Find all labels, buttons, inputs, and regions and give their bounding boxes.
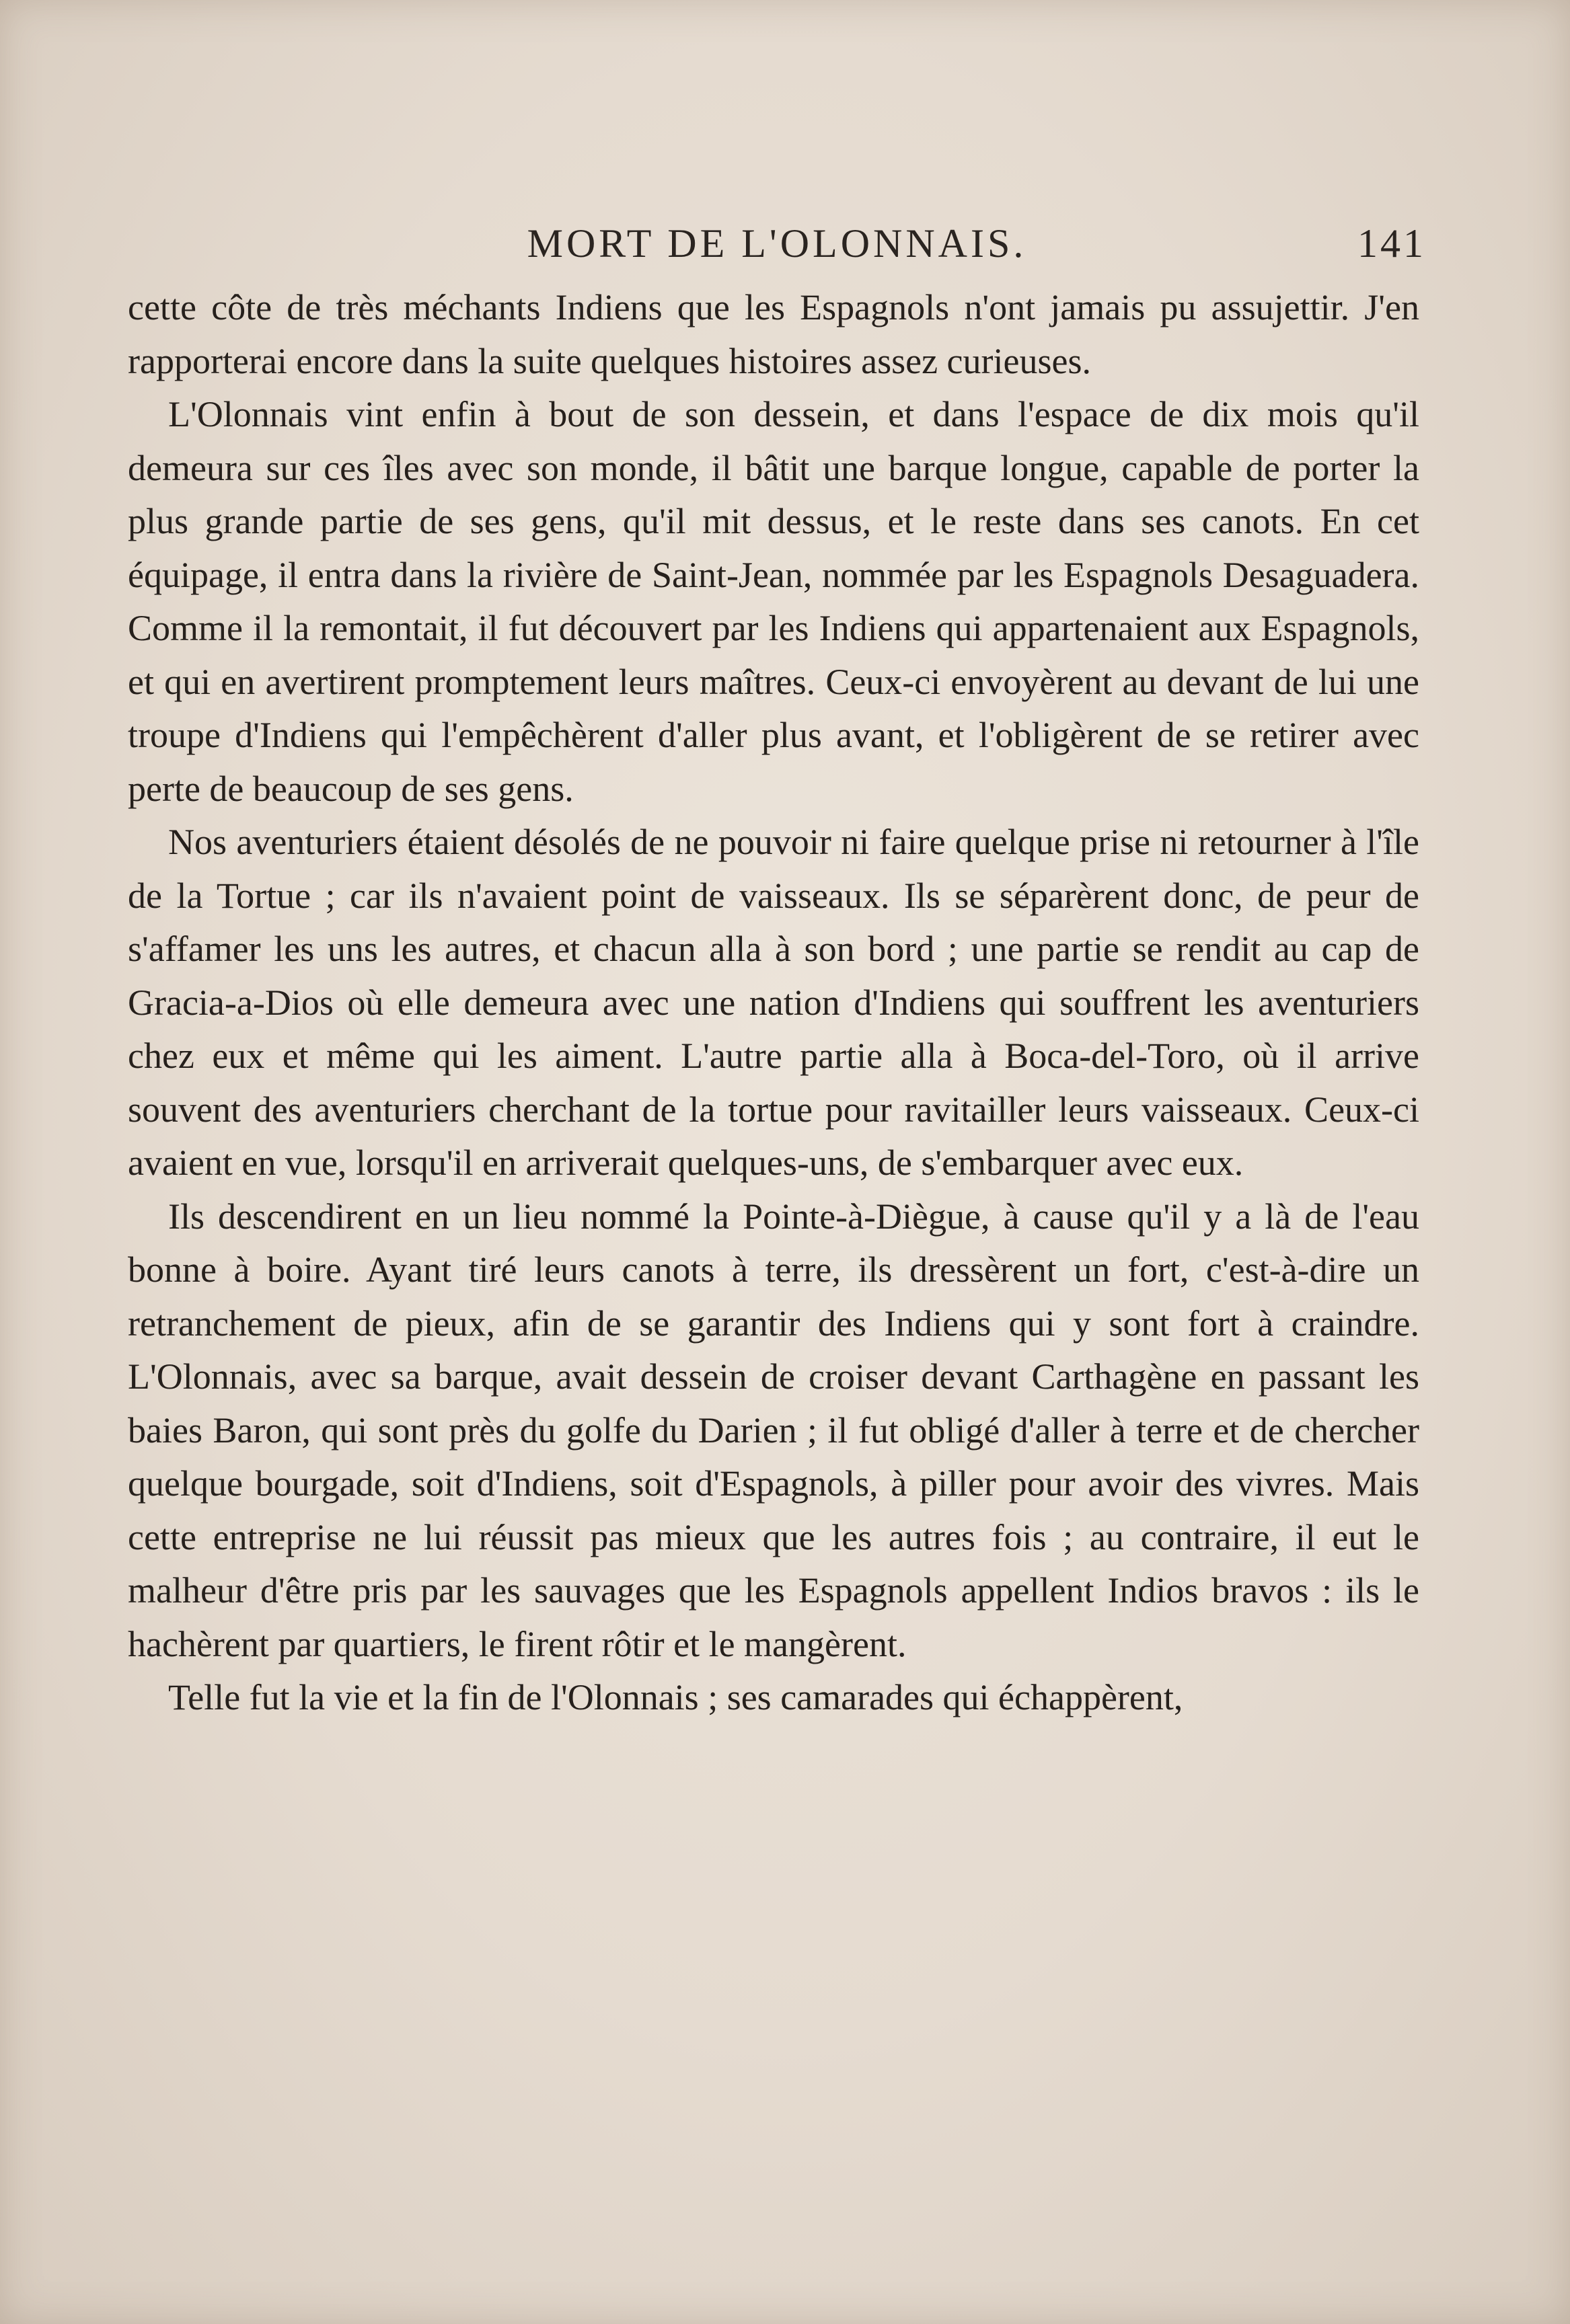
page-header — [128, 217, 1426, 270]
paragraph: Nos aventuriers étaient désolés de ne pouvoir ni faire quelque prise ni retourner à l'île de la Tortue ; car ils n'avaient point de vaisseaux. Ils se séparèrent donc, de peur de s'affamer les uns les autres, et chacun alla à son bord ; une partie se rendit au cap de Gracia-a-Dios où elle demeura avec une nation d'Indiens qui souffrent les aventuriers chez eux et même qui les aiment. L'autre partie alla à Boca-del-Toro, où il arrive souvent des aventuriers cherchant de la tortue pour ravitailler leurs vaisseaux. Ceux-ci avaient en vue, lorsqu'il en arriverait quelques-uns, de s'embarquer avec eux. — [128, 822, 1419, 1183]
paragraph: cette côte de très méchants Indiens que les Espagnols n'ont jamais pu assujettir. J'en rapporterai encore dans la suite quelques histoires assez curieuses. — [128, 287, 1419, 381]
paragraph: Ils descendirent en un lieu nommé la Pointe-à-Diègue, à cause qu'il y a là de l'eau bonne à boire. Ayant tiré leurs canots à terre, ils dressèrent un fort, c'est-à-dire un retranchement de pieux, afin de se garantir des Indiens qui y sont fort à craindre. L'Olonnais, avec sa barque, avait dessein de croiser devant Carthagène en passant les baies Baron, qui sont près du golfe du Darien ; il fut obligé d'aller à terre et de chercher quelque bourgade, soit d'Indiens, soit d'Espagnols, à piller pour avoir des vivres. Mais cette entreprise ne lui réussit pas mieux que les autres fois ; au contraire, il eut le malheur d'être pris par les sauvages que les Espagnols appellent Indios bravos : ils le hachèrent par quartiers, le firent rôtir et le mangèrent. — [128, 1196, 1419, 1664]
page-number: 141 — [1357, 221, 1426, 266]
running-head: MORT DE L'OLONNAIS. — [527, 221, 1027, 266]
paragraph: Telle fut la vie et la fin de l'Olonnais ; ses camarades qui échappèrent, — [168, 1677, 1183, 1717]
paragraph: L'Olonnais vint enfin à bout de son dessein, et dans l'espace de dix mois qu'il demeura sur ces îles avec son monde, il bâtit une barque longue, capable de porter la plus grande partie de ses gens, qu'il mit dessus, et le reste dans ses canots. En cet équipage, il entra dans la rivière de Saint-Jean, nommée par les Espagnols Desaguadera. Comme il la remontait, il fut découvert par les Indiens qui appartenaient aux Espagnols, et qui en avertirent promptement leurs maîtres. Ceux-ci envoyèrent au devant de lui une troupe d'Indiens qui l'empêchèrent d'aller plus avant, et l'obligèrent de se retirer avec perte de beaucoup de ses gens. — [128, 394, 1419, 809]
body-text — [128, 281, 1419, 1725]
